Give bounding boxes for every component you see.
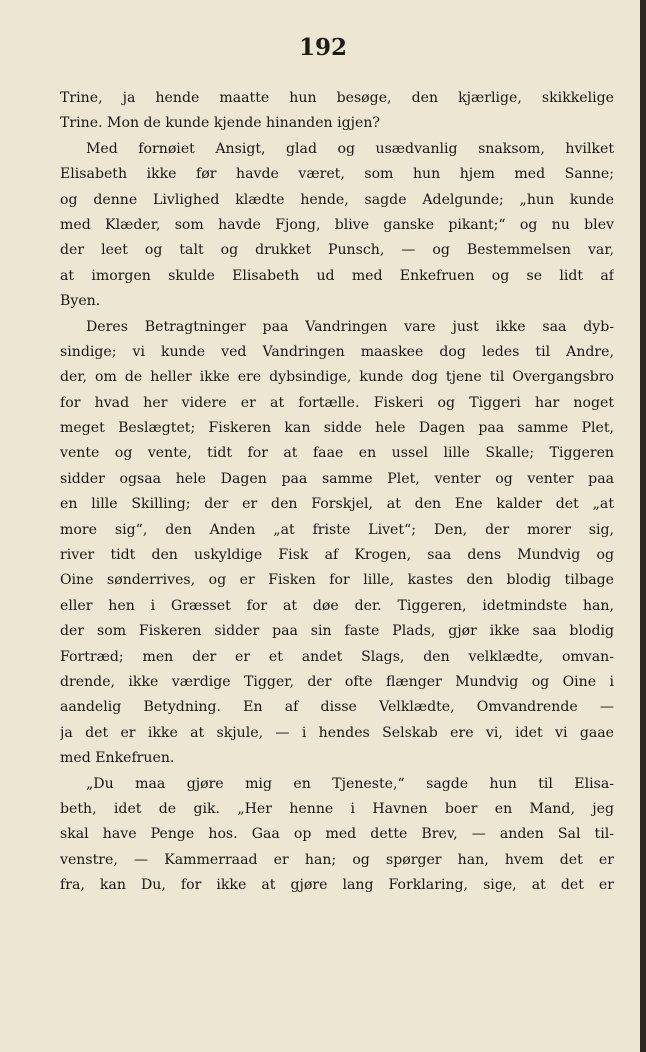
- text-line: for hvad her videre er at fortælle. Fiskeri og Tiggeri har noget: [60, 394, 614, 411]
- text-line: „Du maa gjøre mig en Tjeneste,“ sagde hun til Elisa-: [86, 775, 614, 792]
- text-line: aandelig Betydning. En af disse Velklædte, Omvandrende —: [60, 699, 614, 716]
- text-line: og denne Livlighed klædte hende, sagde Adelgunde; „hun kunde: [60, 191, 614, 208]
- text-line: en lille Skilling; der er den Forskjel, at den Ene kalder det „at: [60, 496, 614, 513]
- text-line: fra, kan Du, for ikke at gjøre lang Forklaring, sige, at det er: [60, 877, 614, 894]
- text-line: sidder ogsaa hele Dagen paa samme Plet, venter og venter paa: [60, 470, 614, 487]
- text-line: ja det er ikke at skjule, — i hendes Selskab ere vi, idet vi gaae: [60, 724, 614, 741]
- text-line: Trine. Mon de kunde kjende hinanden igjen?: [60, 115, 380, 132]
- text-line: Deres Betragtninger paa Vandringen vare just ikke saa dyb-: [86, 318, 614, 335]
- text-line: beth, idet de gik. „Her henne i Havnen boer en Mand, jeg: [60, 800, 614, 817]
- text-line: der leet og talt og drukket Punsch, — og Bestemmelsen var,: [60, 242, 614, 259]
- text-line: sindige; vi kunde ved Vandringen maaskee dog ledes til Andre,: [60, 343, 614, 360]
- text-line: venstre, — Kammerraad er han; og spørger han, hvem det er: [60, 851, 614, 868]
- text-line: der som Fiskeren sidder paa sin faste Plads, gjør ikke saa blodig: [60, 623, 614, 640]
- text-line: at imorgen skulde Elisabeth ud med Enkefruen og se lidt af: [60, 267, 614, 284]
- text-line: meget Beslægtet; Fiskeren kan sidde hele Dagen paa samme Plet,: [60, 420, 614, 437]
- text-line: skal have Penge hos. Gaa op med dette Brev, — anden Sal til-: [60, 826, 614, 843]
- text-line: Oine sønderrives, og er Fisken for lille, kastes den blodig tilbage: [60, 572, 614, 589]
- text-line: Med fornøiet Ansigt, glad og usædvanlig snaksom, hvilket: [86, 140, 614, 157]
- text-line: med Enkefruen.: [60, 750, 175, 767]
- body-text: [60, 86, 614, 899]
- text-line: Byen.: [60, 293, 101, 310]
- text-line: der, om de heller ikke ere dybsindige, kunde dog tjene til Overgangsbro: [60, 369, 614, 386]
- page-edge-shadow: [640, 0, 646, 1052]
- text-line: Elisabeth ikke før havde været, som hun hjem med Sanne;: [60, 166, 614, 183]
- page-number: 192: [298, 34, 347, 61]
- text-line: more sig“, den Anden „at friste Livet“; Den, der morer sig,: [60, 521, 614, 538]
- text-line: Fortræd; men der er et andet Slags, den velklædte, omvan-: [60, 648, 614, 665]
- text-line: drende, ikke værdige Tigger, der ofte flænger Mundvig og Oine i: [60, 673, 614, 690]
- text-line: river tidt den uskyldige Fisk af Krogen, saa dens Mundvig og: [60, 547, 614, 564]
- text-line: med Klæder, som havde Fjong, blive ganske pikant;“ og nu blev: [60, 216, 614, 233]
- text-line: Trine, ja hende maatte hun besøge, den kjærlige, skikkelige: [60, 90, 614, 106]
- text-line: vente og vente, tidt for at faae en ussel lille Skalle; Tiggeren: [60, 445, 614, 462]
- text-line: eller hen i Græsset for at døe der. Tiggeren, idetmindste han,: [60, 597, 614, 614]
